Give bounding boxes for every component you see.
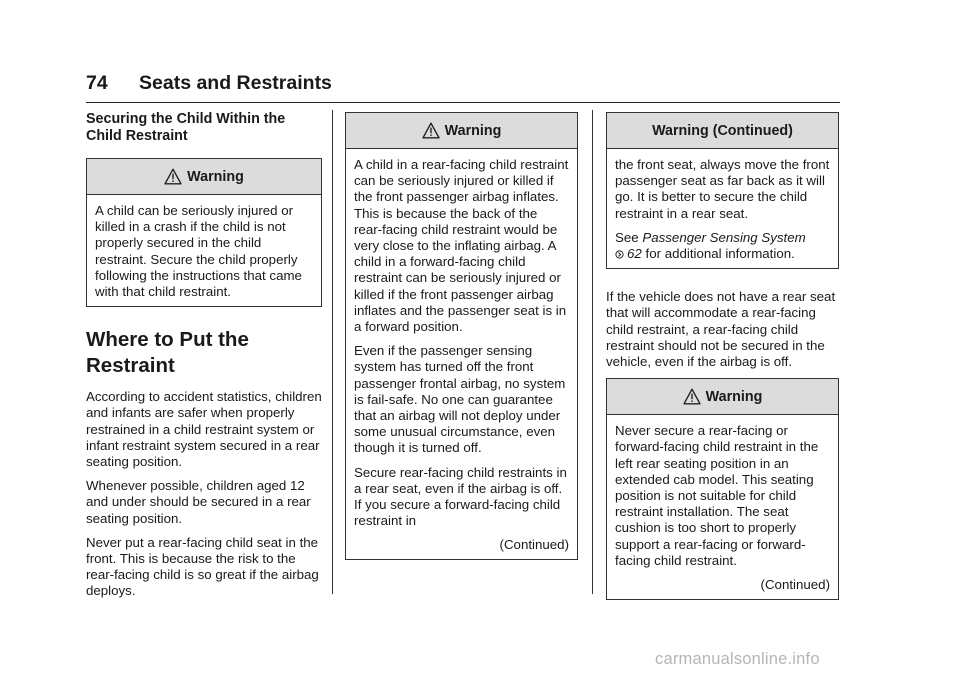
body-paragraph: If the vehicle does not have a rear seat that will accommodate a rear-facing child restraint, a rear-facing child restraint should not be secured in the vehicle, even if the airbag is off. <box>606 289 836 370</box>
warning-title: Warning (Continued) <box>652 122 793 139</box>
warning-box <box>606 378 839 600</box>
warning-title: Warning <box>705 388 763 405</box>
warning-paragraph: Secure rear-facing child restraints in a rear seat, even if the airbag is off. If you secure a forward-facing child restraint in <box>354 464 567 529</box>
warning-triangle-icon <box>683 388 701 405</box>
page-header <box>86 68 840 103</box>
warning-box <box>86 158 322 307</box>
column-right <box>606 110 839 600</box>
warning-body <box>607 149 838 268</box>
column-divider <box>592 110 593 594</box>
continued-label: (Continued) <box>499 537 569 553</box>
warning-triangle-icon <box>422 122 440 139</box>
xref-title: Passenger Sensing System <box>642 229 806 245</box>
warning-paragraph: Even if the passenger sensing system has turned off the front passenger frontal airbag, no system is fail-safe. No one can guarantee that an airbag will not deploy under some unusual circumstance, even though it is turned off. <box>354 343 566 456</box>
warning-header <box>607 379 838 415</box>
xref-arrow-icon <box>615 250 624 259</box>
warning-box-continued <box>606 112 839 269</box>
warning-body <box>346 149 577 559</box>
cross-reference <box>615 230 830 262</box>
warning-body <box>607 415 838 599</box>
warning-header <box>346 113 577 149</box>
warning-text: Never secure a rear-facing or forward-facing child restraint in the left rear seating position in an extended cab model. This seating position is not suitable for child restraint installation. The seat cushion is too short to properly support a rear-facing or forward-facing child restraint. <box>615 423 819 568</box>
warning-paragraph: the front seat, always move the front passenger seat as far back as it will go. It is better to secure the child restraint in a rear seat. <box>615 157 830 221</box>
warning-header <box>607 113 838 149</box>
page-number: 74 <box>86 72 108 94</box>
warning-title: Warning <box>444 122 502 139</box>
xref-page[interactable]: 62 <box>627 246 642 262</box>
column-divider <box>332 110 333 594</box>
warning-text: A child can be seriously injured or killed in a crash if the child is not properly secured in the child restraint. Secure the child properly following the instructions that came with that child restraint. <box>95 203 302 300</box>
see-suffix: for additional information. <box>645 246 795 262</box>
warning-body <box>87 195 321 306</box>
column-middle <box>345 110 578 560</box>
column-left <box>86 110 322 608</box>
body-paragraph: Never put a rear-facing child seat in the front. This is because the risk to the rear-facing child is so great if the airbag deploys. <box>86 534 319 599</box>
warning-header <box>87 159 321 195</box>
see-prefix: See <box>615 229 639 245</box>
subsection-heading: Securing the Child Within the Child Restraint <box>86 111 286 144</box>
warning-paragraph: A child in a rear-facing child restraint can be seriously injured or killed if the front passenger airbag inflates. This is because the back of the rear-facing child restraint would be very close to the inflating airbag. A child in a forward-facing child restraint can be seriously injured or killed if the front passenger airbag inflates and the passenger seat is in a forward position. <box>354 157 569 335</box>
section-heading: Where to Put the Restraint <box>86 328 249 378</box>
warning-box <box>345 112 578 560</box>
body-paragraph: Whenever possible, children aged 12 and under should be secured in a rear seating position. <box>86 478 311 526</box>
watermark: carmanualsonline.info <box>655 650 820 668</box>
section-title: Seats and Restraints <box>139 72 332 94</box>
continued-label: (Continued) <box>760 577 830 593</box>
warning-triangle-icon <box>164 168 182 185</box>
body-paragraph: According to accident statistics, children and infants are safer when properly restrained in a child restraint system or infant restraint system secured in a rear seating position. <box>86 389 322 470</box>
warning-title: Warning <box>187 168 244 185</box>
